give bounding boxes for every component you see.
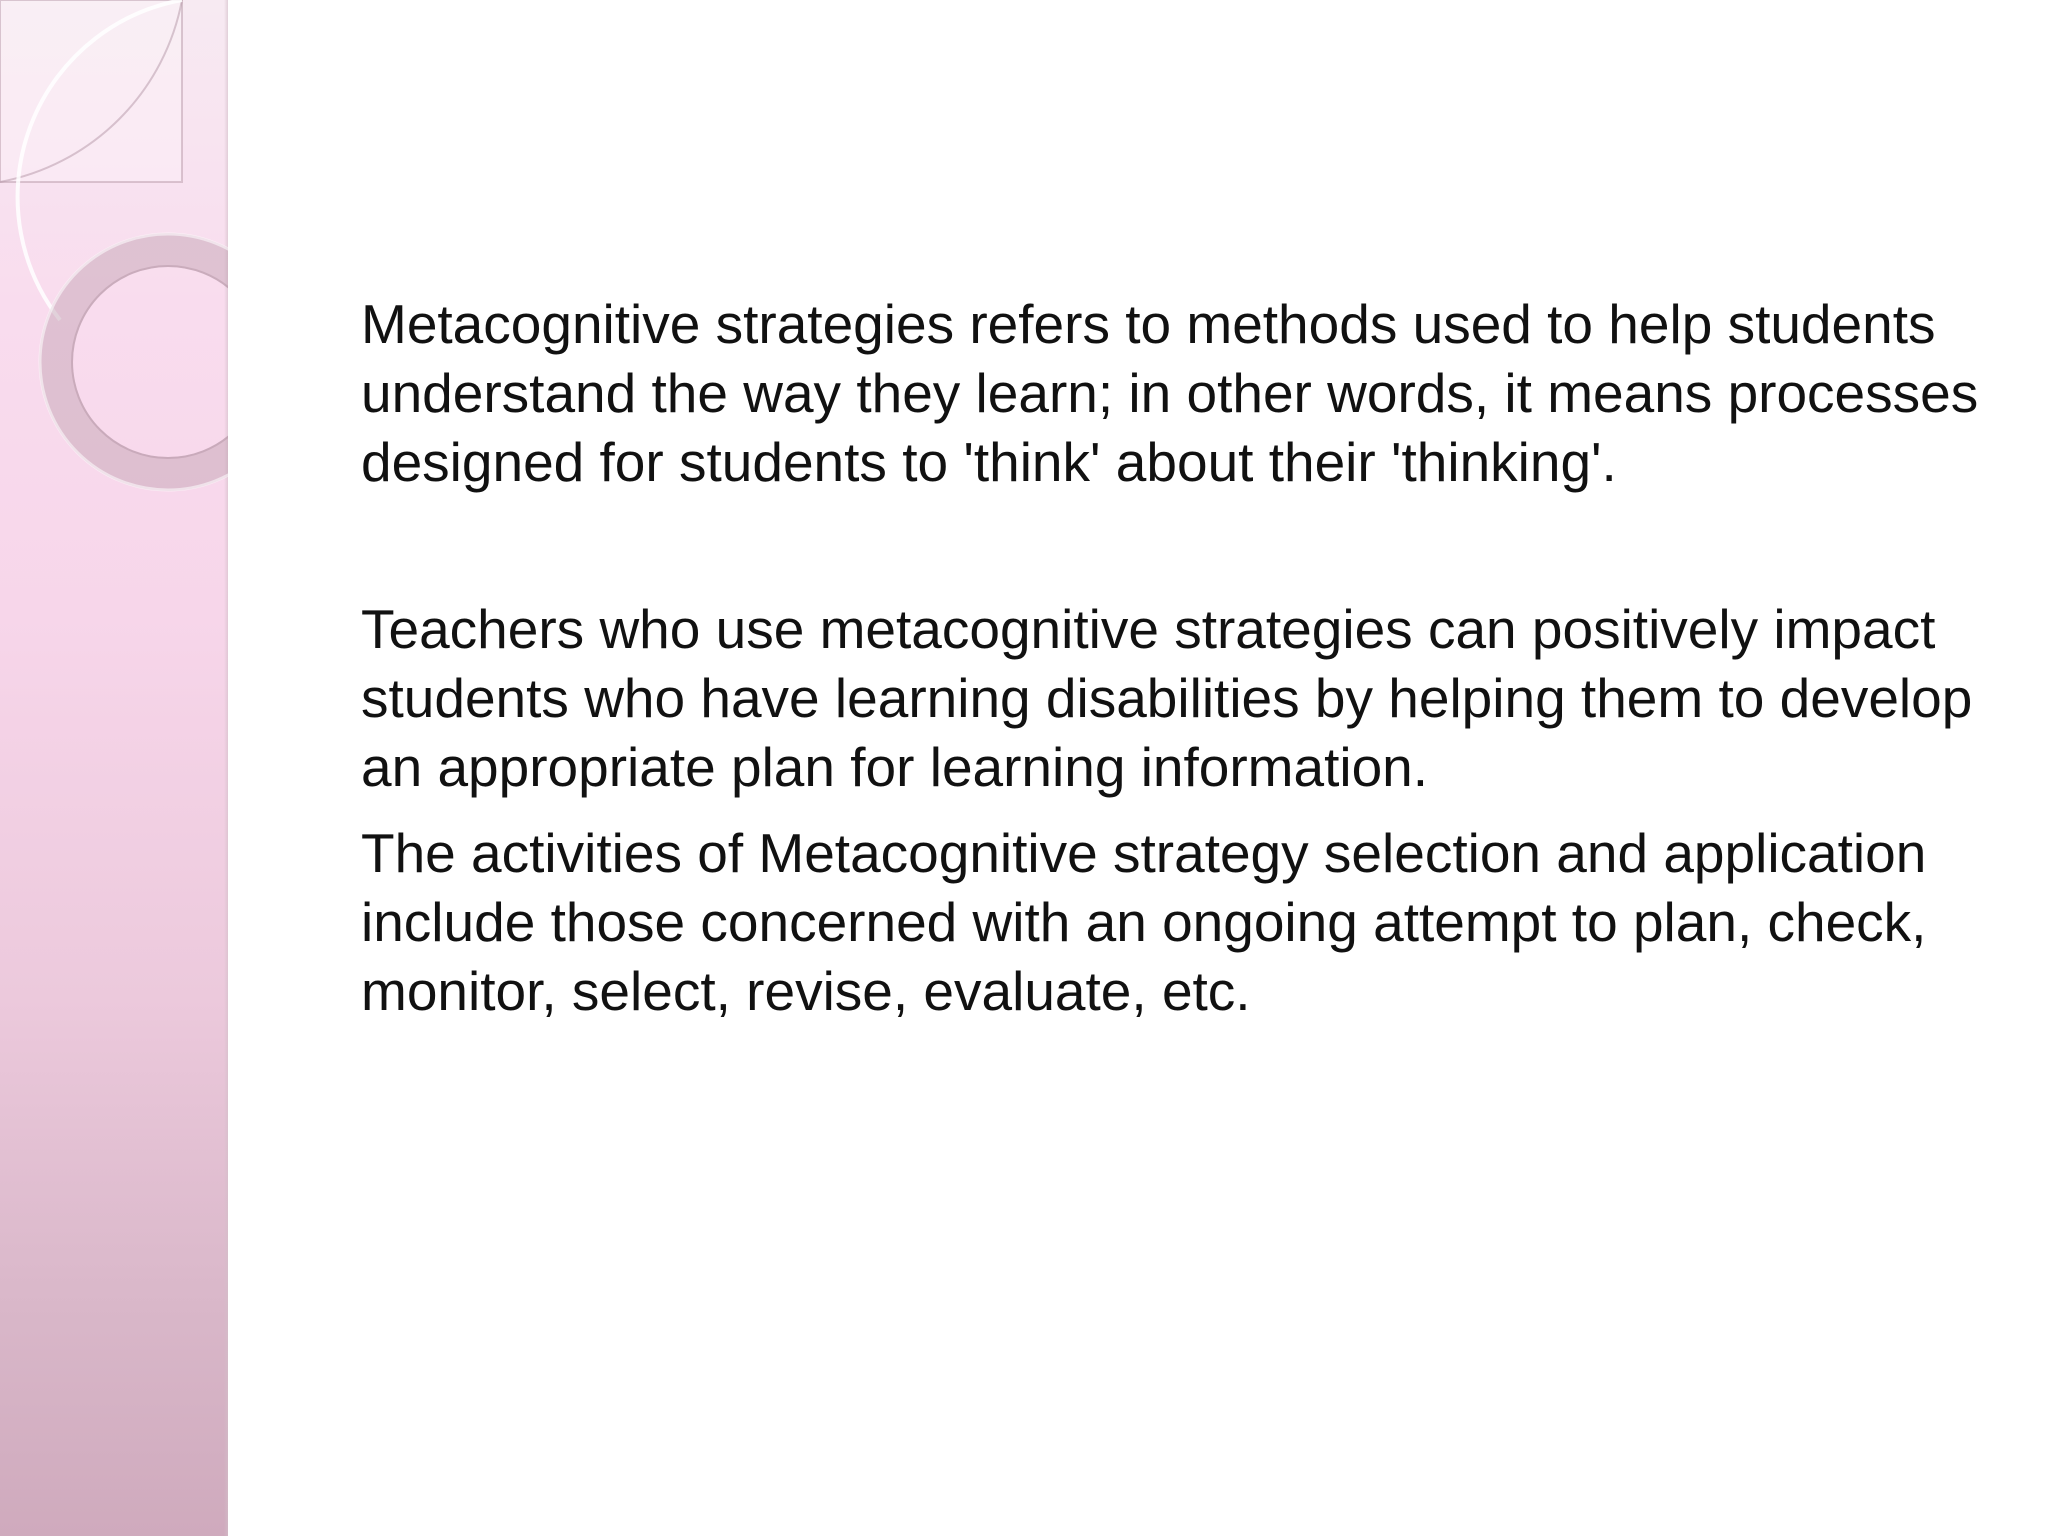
paragraph-definition: Metacognitive strategies refers to methods used to help students understand the way they learn; in other words, it means processes designed for students to 'think' about their 'thinking'. [361,293,1979,493]
paragraph-activities: The activities of Metacognitive strategy selection and application include those concerned with an ongoing attempt to plan, check, monitor, select, revise, evaluate, etc. [361,822,1927,1022]
paragraph-teachers: Teachers who use metacognitive strategies can positively impact students who have learning disabilities by helping them to develop an appropriate plan for learning information. [361,598,1973,798]
body-text-area [361,290,2001,1026]
ring-ornament-icon [0,0,228,520]
